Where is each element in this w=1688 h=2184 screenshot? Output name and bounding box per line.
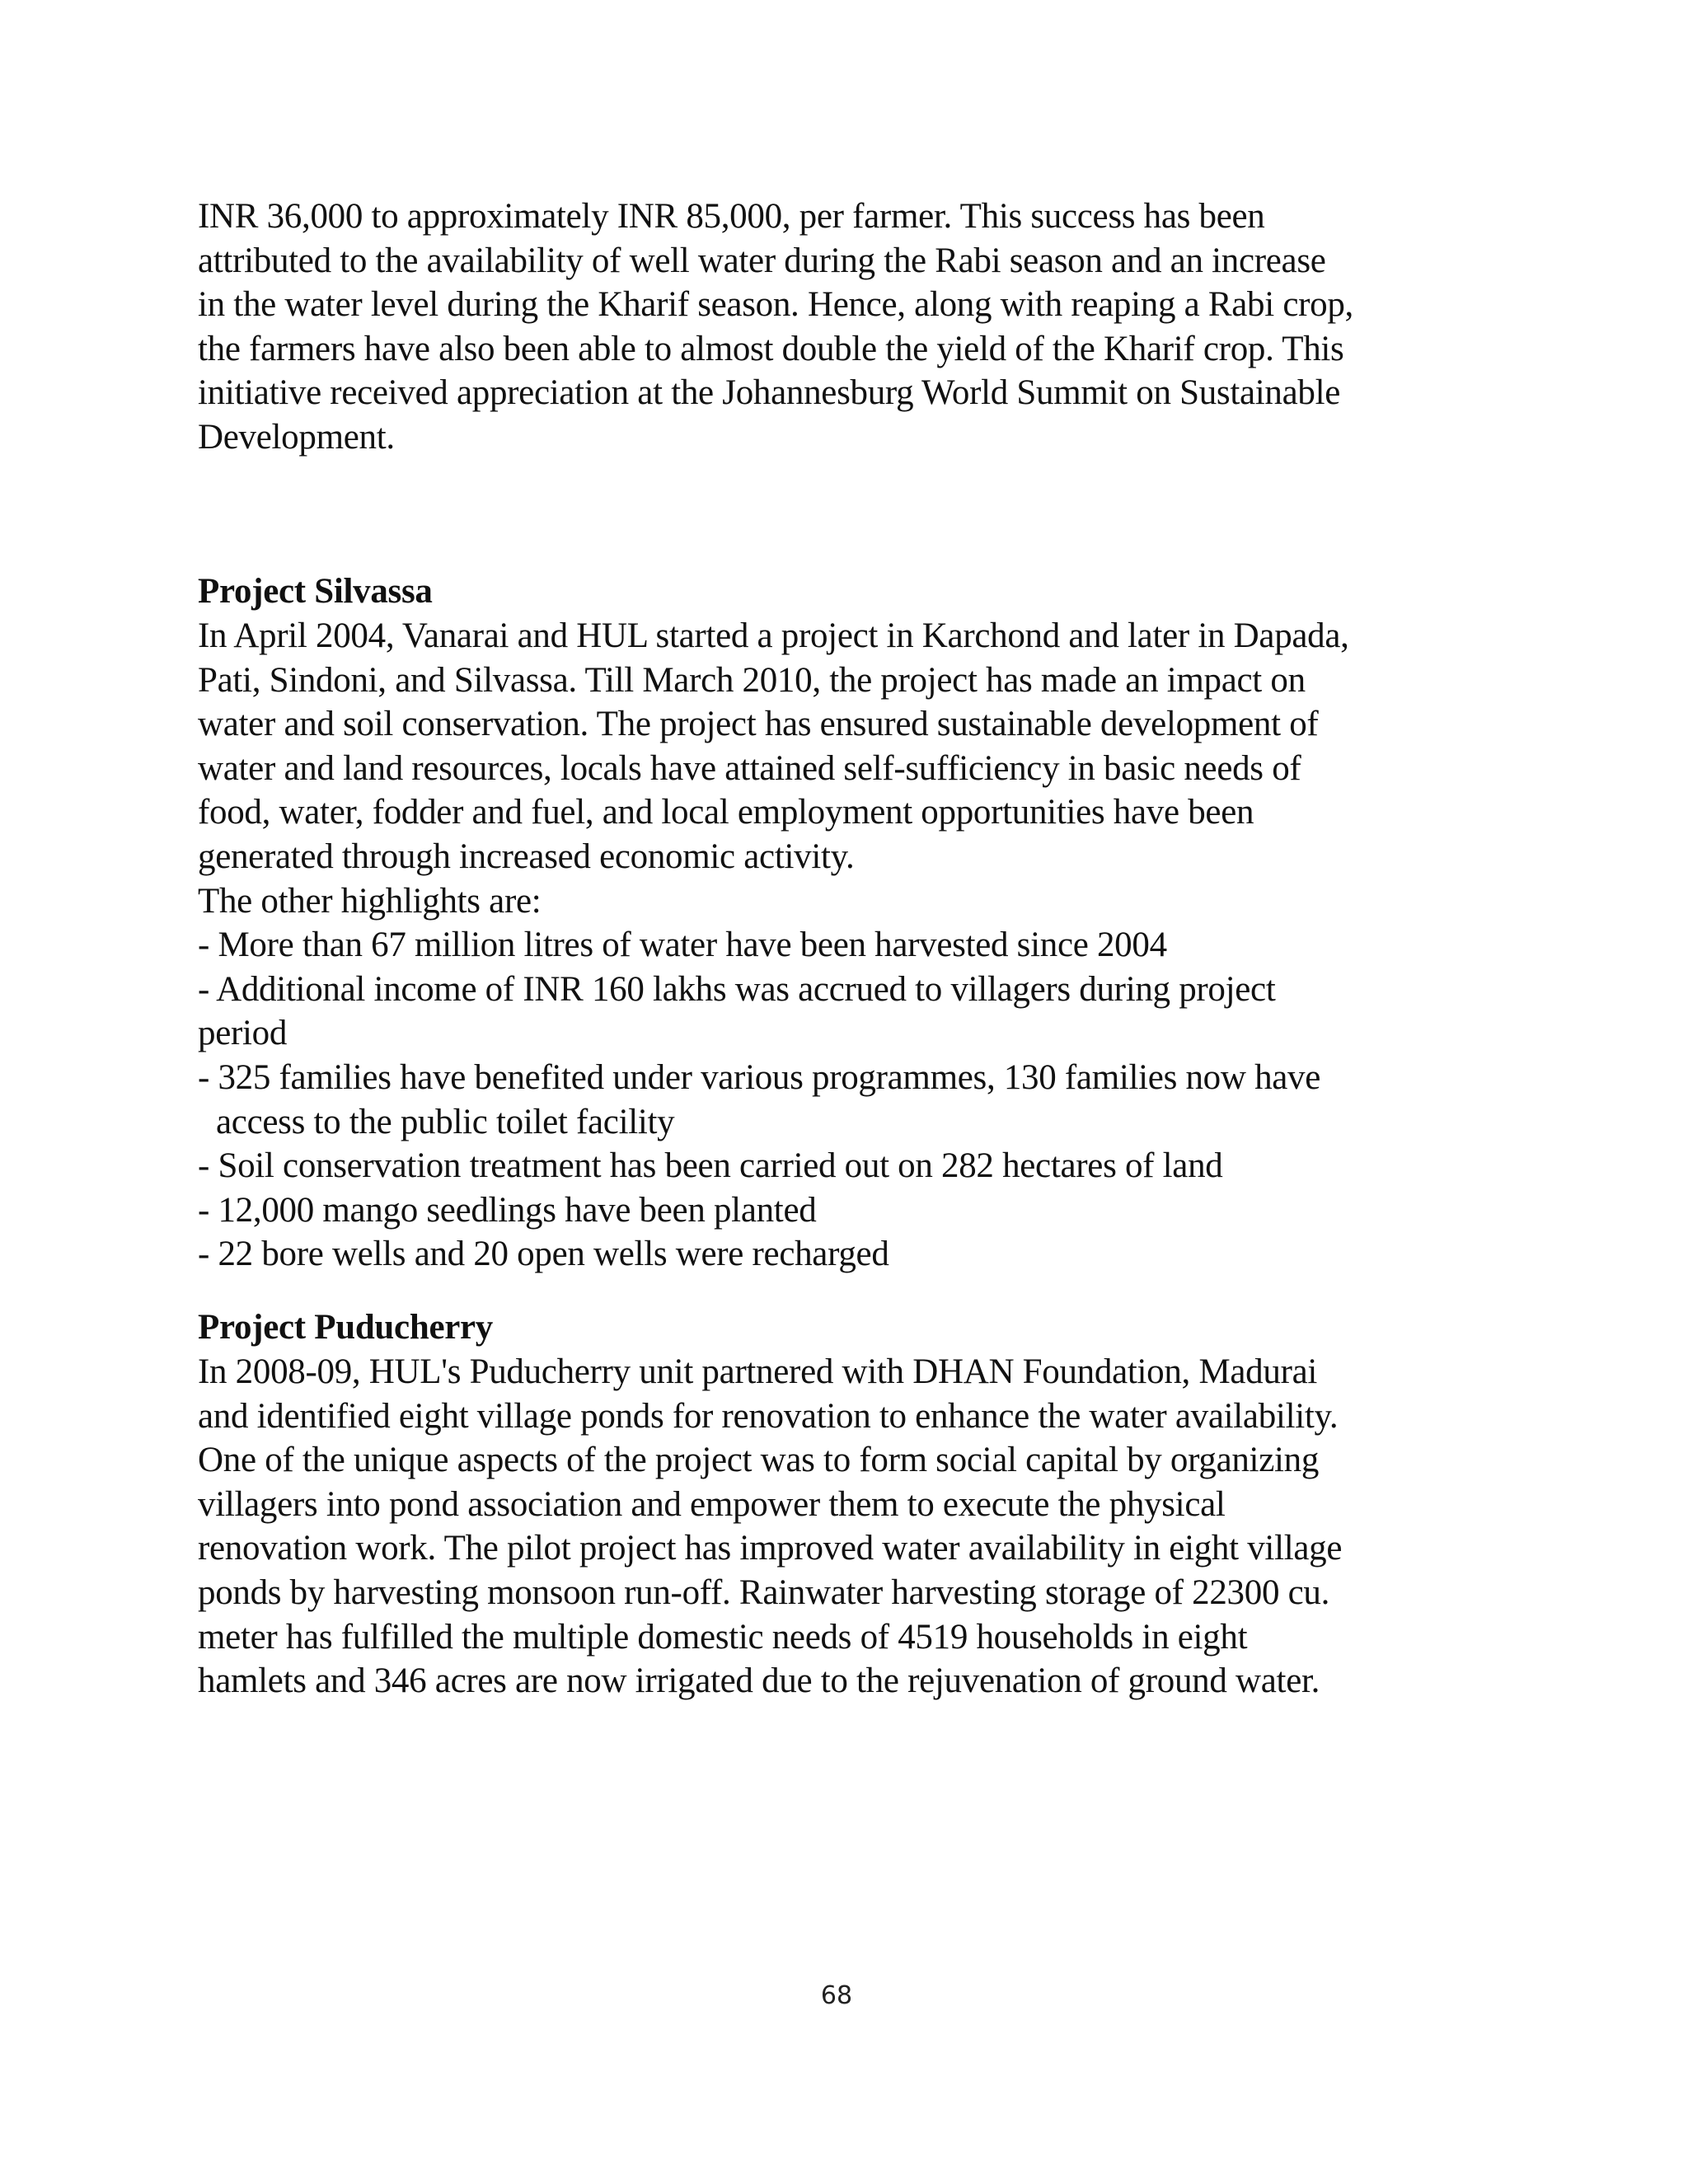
page-number: 68 bbox=[820, 1981, 853, 2010]
list-item: - More than 67 million litres of water have been harvested since 2004 bbox=[198, 926, 1167, 965]
list-item: - 12,000 mango seedlings have been planted bbox=[198, 1190, 817, 1230]
text-line: water and land resources, locals have attained self-sufficiency in basic needs of bbox=[198, 748, 1301, 788]
text-line: the farmers have also been able to almost double the yield of the Kharif crop. This bbox=[198, 329, 1344, 368]
text-line: water and soil conservation. The project has ensured sustainable development of bbox=[198, 705, 1319, 744]
text-line: generated through increased economic activity. bbox=[198, 837, 855, 876]
text-line: in the water level during the Kharif season. Hence, along with reaping a Rabi crop, bbox=[198, 285, 1353, 325]
list-item: - Soil conservation treatment has been carried out on 282 hectares of land bbox=[198, 1146, 1223, 1186]
list-item-continuation: access to the public toilet facility bbox=[216, 1102, 675, 1141]
text-line: and identified eight village ponds for renovation to enhance the water availability. bbox=[198, 1396, 1339, 1436]
list-item: - 22 bore wells and 20 open wells were recharged bbox=[198, 1235, 889, 1274]
text-line: food, water, fodder and fuel, and local employment opportunities have been bbox=[198, 793, 1254, 832]
list-item: - Additional income of INR 160 lakhs was accrued to villagers during project bbox=[198, 969, 1276, 1009]
list-item-continuation: period bbox=[198, 1014, 288, 1053]
silvassa-paragraph bbox=[198, 614, 1517, 1277]
text-line: villagers into pond association and empower them to execute the physical bbox=[198, 1484, 1226, 1524]
text-line: ponds by harvesting monsoon run-off. Rainwater harvesting storage of 22300 cu. bbox=[198, 1572, 1330, 1612]
text-line: renovation work. The pilot project has improved water availability in eight village bbox=[198, 1529, 1343, 1568]
text-line: attributed to the availability of well water during the Rabi season and an increase bbox=[198, 241, 1326, 280]
list-item: - 325 families have benefited under various programmes, 130 families now have bbox=[198, 1057, 1321, 1097]
text-line: The other highlights are: bbox=[198, 881, 542, 921]
text-line: One of the unique aspects of the project was to form social capital by organizing bbox=[198, 1441, 1320, 1480]
text-line: initiative received appreciation at the Johannesburg World Summit on Sustainable bbox=[198, 373, 1341, 413]
text-line: In 2008-09, HUL's Puducherry unit partnered with DHAN Foundation, Madurai bbox=[198, 1352, 1318, 1391]
text-line: Development. bbox=[198, 417, 395, 457]
text-line: meter has fulfilled the multiple domestic needs of 4519 households in eight bbox=[198, 1617, 1248, 1657]
text-line: Pati, Sindoni, and Silvassa. Till March 2010, the project has made an impact on bbox=[198, 660, 1306, 700]
text-line: In April 2004, Vanarai and HUL started a project in Karchond and later in Dapada, bbox=[198, 616, 1349, 655]
puducherry-paragraph bbox=[198, 1350, 1517, 1704]
intro-paragraph bbox=[198, 194, 1517, 460]
section-heading-silvassa: Project Silvassa bbox=[198, 572, 433, 611]
section-heading-puducherry: Project Puducherry bbox=[198, 1308, 494, 1347]
text-line: INR 36,000 to approximately INR 85,000, per farmer. This success has been bbox=[198, 197, 1265, 236]
text-line: hamlets and 346 acres are now irrigated due to the rejuvenation of ground water. bbox=[198, 1661, 1320, 1701]
